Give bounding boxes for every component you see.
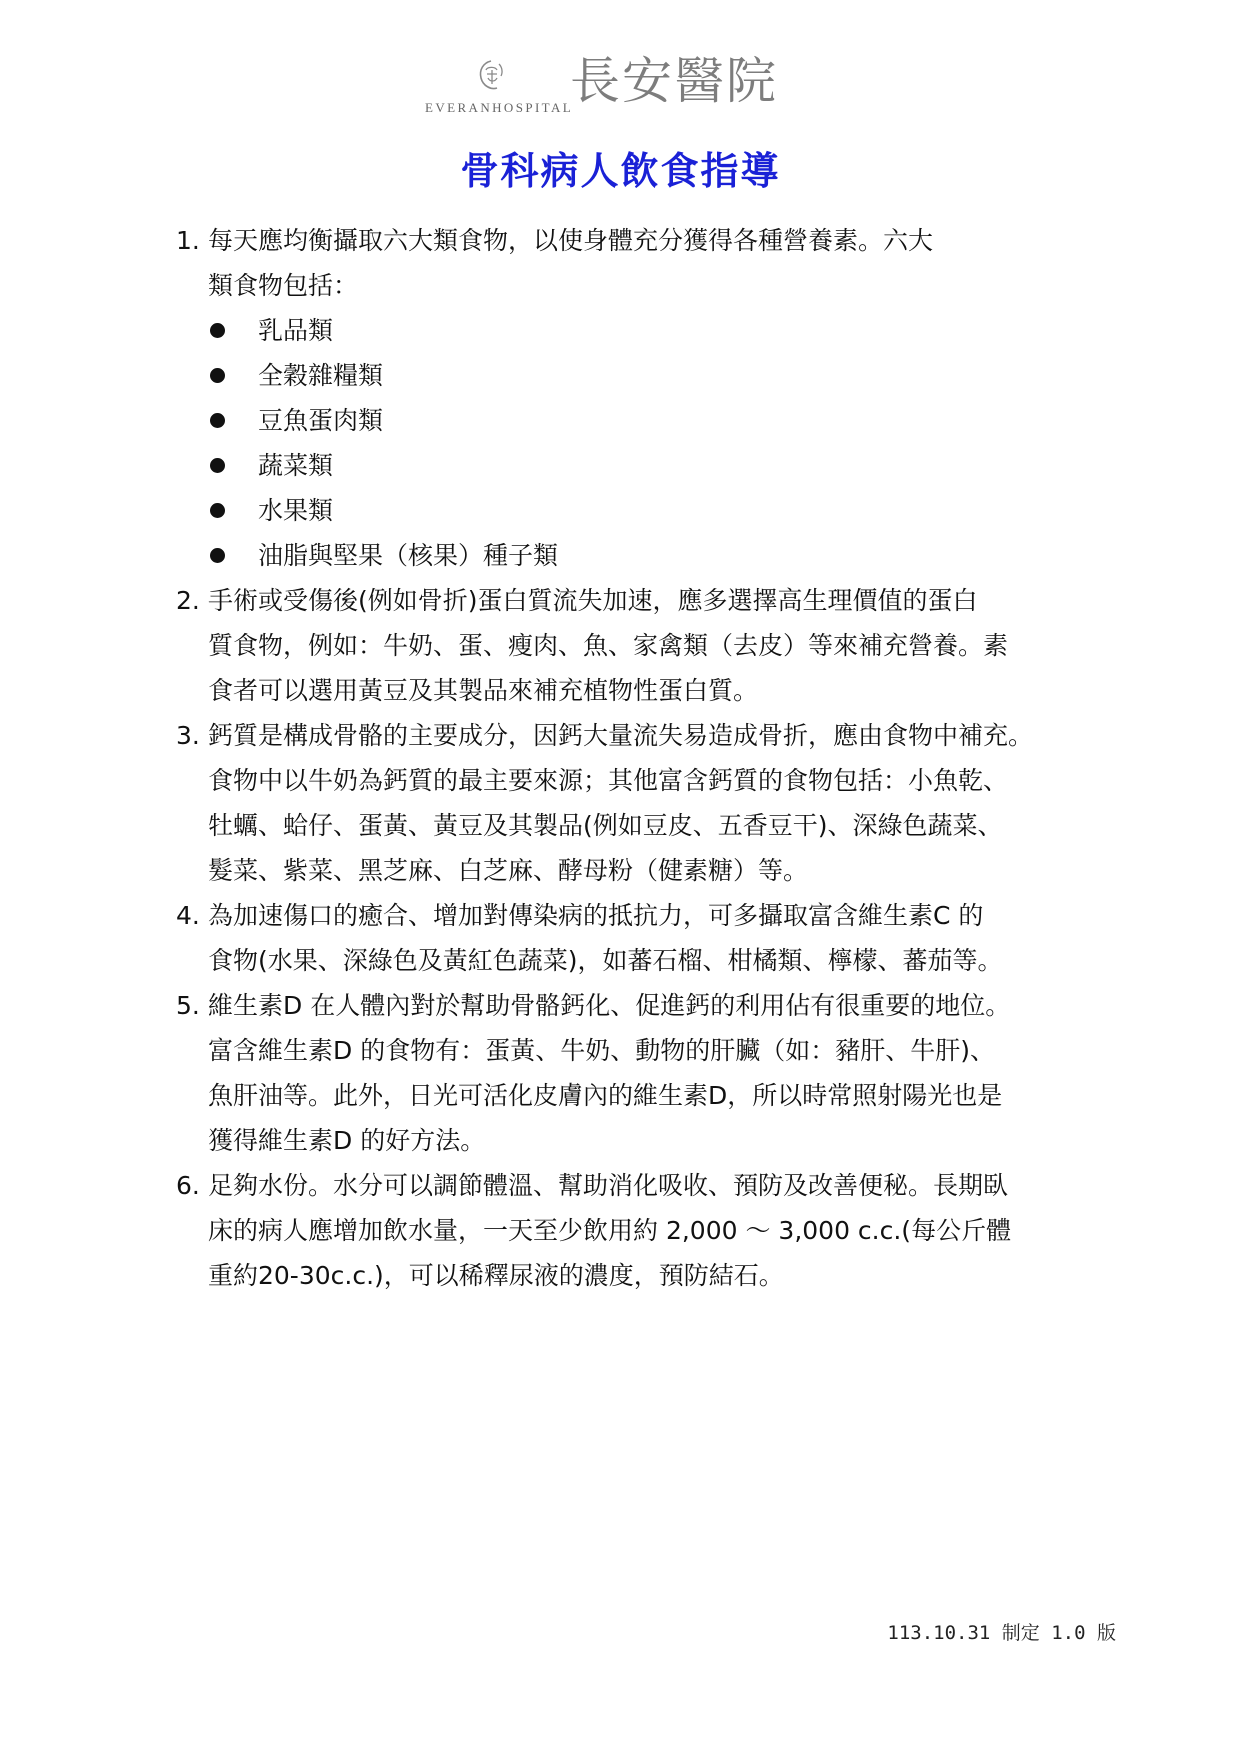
item-number: 4. [176,901,200,930]
guideline-list [176,218,1136,1298]
bullet-text: 全穀雜糧類 [258,361,384,390]
logo-english-name: EVERANHOSPITAL [425,100,574,115]
bullet-text: 豆魚蛋肉類 [258,406,384,435]
item-line: 重約20-30c.c.)，可以稀釋尿液的濃度，預防結石。 [208,1261,784,1290]
item-text: 足夠水份。水分可以調節體溫、幫助消化吸收、預防及改善便秘。長期臥 [208,1171,1009,1200]
bullet-dot-icon [210,458,225,473]
item-line: 富含維生素D 的食物有：蛋黃、牛奶、動物的肝臟（如：豬肝、牛肝)、 [208,1036,995,1065]
bullet-text: 乳品類 [258,316,334,345]
list-item [176,983,1136,1163]
list-item [176,1163,1136,1298]
bullet-text: 水果類 [258,496,334,525]
item-line: 床的病人應增加飲水量，一天至少飲用約 2,000 ～ 3,000 c.c.(每公斤體 [208,1216,1012,1245]
list-item [176,893,1136,983]
bullet-dot-icon [210,503,225,518]
item-number: 2. [176,586,200,615]
item-line [176,983,1136,1028]
bullet-text: 油脂與堅果（核果）種子類 [258,541,559,570]
item-line: 魚肝油等。此外，日光可活化皮膚內的維生素D，所以時常照射陽光也是 [208,1081,1003,1110]
bullet-item [176,308,1136,353]
bullet-item [176,443,1136,488]
item-number: 6. [176,1171,200,1200]
item-text: 為加速傷口的癒合、增加對傳染病的抵抗力，可多攝取富含維生素C 的 [208,901,984,930]
bullet-dot-icon [210,323,225,338]
bullet-item [176,353,1136,398]
item-line [176,1163,1136,1208]
item-line: 質食物，例如：牛奶、蛋、瘦肉、魚、家禽類（去皮）等來補充營養。素 [208,631,1009,660]
bullet-dot-icon [210,368,225,383]
bullet-item [176,488,1136,533]
item-text: 維生素D 在人體內對於幫助骨骼鈣化、促進鈣的利用佔有很重要的地位。 [208,991,1011,1020]
item-line [176,578,1136,623]
item-line [176,218,1136,263]
item-number: 3. [176,721,200,750]
logo-chinese-name: 長安醫院 [570,52,778,110]
list-item [176,713,1136,893]
bullet-item [176,398,1136,443]
item-line [176,893,1136,938]
bullet-item [176,533,1136,578]
item-line: 食物(水果、深綠色及黃紅色蔬菜)，如蕃石榴、柑橘類、檸檬、蕃茄等。 [208,946,1003,975]
page-title: 骨科病人飲食指導 [460,149,781,193]
item-text: 鈣質是構成骨骼的主要成分，因鈣大量流失易造成骨折，應由食物中補充。 [208,721,1034,750]
item-line: 類食物包括： [208,271,359,300]
item-line: 食物中以牛奶為鈣質的最主要來源；其他富含鈣質的食物包括：小魚乾、 [208,766,1009,795]
list-item [176,578,1136,713]
item-line: 牡蠣、蛤仔、蛋黃、黃豆及其製品(例如豆皮、五香豆干)、深綠色蔬菜、 [208,811,1003,840]
item-number: 1. [176,226,200,255]
bullet-dot-icon [210,413,225,428]
item-line: 獲得維生素D 的好方法。 [208,1126,486,1155]
item-number: 5. [176,991,200,1020]
item-text: 每天應均衡攝取六大類食物，以使身體充分獲得各種營養素。六大 [208,226,934,255]
version-footer: 113.10.31 制定 1.0 版 [887,1622,1116,1644]
item-line: 髮菜、紫菜、黑芝麻、白芝麻、酵母粉（健素糖）等。 [208,856,809,885]
list-item [176,218,1136,578]
item-line: 食者可以選用黃豆及其製品來補充植物性蛋白質。 [208,676,759,705]
hospital-logo [425,54,825,124]
item-line [176,713,1136,758]
bullet-dot-icon [210,548,225,563]
item-text: 手術或受傷後(例如骨折)蛋白質流失加速，應多選擇高生理價值的蛋白 [208,586,978,615]
hospital-emblem-icon [475,58,507,94]
bullet-text: 蔬菜類 [258,451,334,480]
